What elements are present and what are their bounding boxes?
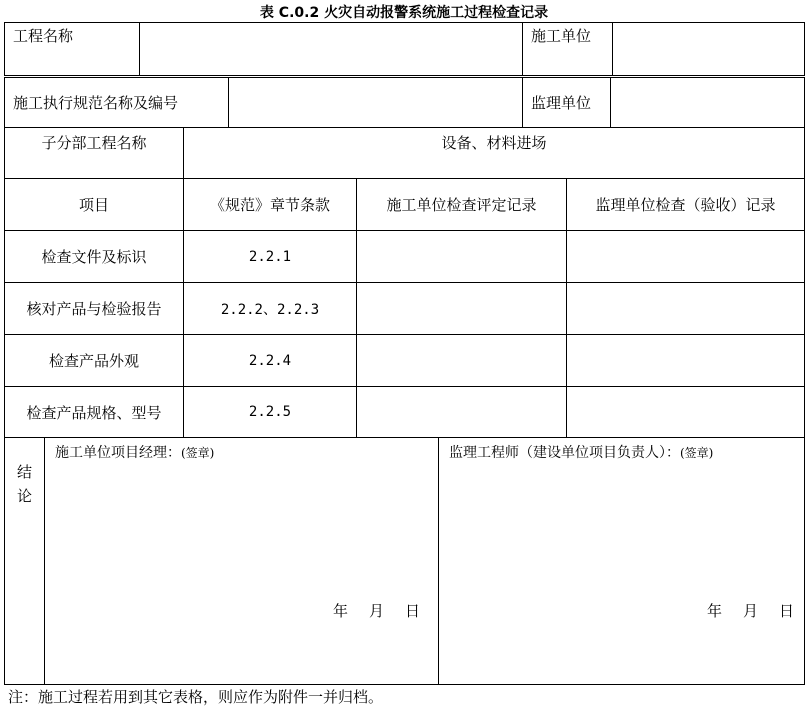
table-row-clause: 2.2.1 (183, 230, 357, 283)
supervision-signature-area[interactable] (438, 437, 805, 685)
construction-unit-field[interactable] (612, 22, 805, 76)
table-row-item: 检查文件及标识 (4, 230, 184, 283)
construction-signature-area[interactable] (44, 437, 439, 685)
document-title: 表 C.0.2 火灾自动报警系统施工过程检查记录 (259, 5, 549, 21)
table-row-supervision-record[interactable] (566, 230, 805, 283)
subproject-label: 子分部工程名称 (4, 127, 184, 179)
construction-date-day: 日 (405, 602, 421, 620)
table-row-construction-record[interactable] (356, 386, 567, 438)
conclusion-label (17, 460, 35, 508)
spec-label: 施工执行规范名称及编号 (4, 77, 229, 128)
supervision-stamp-label: (签章) (680, 446, 714, 460)
table-row-supervision-record[interactable] (566, 334, 805, 387)
construction-unit-label: 施工单位 (522, 22, 613, 76)
supervision-date-day: 日 (779, 602, 795, 620)
project-name-field[interactable] (139, 22, 523, 76)
subproject-value: 设备、材料进场 (183, 127, 805, 179)
col-header-construction-record: 施工单位检查评定记录 (356, 178, 567, 231)
conclusion-label-char-2: 论 (17, 487, 33, 505)
supervision-signer-line (449, 442, 713, 462)
col-header-clause: 《规范》章节条款 (183, 178, 357, 231)
table-row-construction-record[interactable] (356, 282, 567, 335)
construction-signer-label: 施工单位项目经理： (55, 445, 181, 461)
construction-date-month: 月 (369, 602, 385, 620)
conclusion-label-cell (4, 437, 45, 685)
construction-stamp-label: (签章) (181, 446, 215, 460)
construction-signer-line (55, 442, 214, 462)
table-row-item: 检查产品规格、型号 (4, 386, 184, 438)
spec-field[interactable] (228, 77, 523, 128)
table-row-construction-record[interactable] (356, 334, 567, 387)
table-row-item: 核对产品与检验报告 (4, 282, 184, 335)
table-row-item: 检查产品外观 (4, 334, 184, 387)
table-row-clause: 2.2.2、2.2.3 (183, 282, 357, 335)
supervision-date-year: 年 (707, 602, 723, 620)
table-row-supervision-record[interactable] (566, 386, 805, 438)
table-row-clause: 2.2.4 (183, 334, 357, 387)
supervision-signer-label: 监理工程师（建设单位项目负责人）： (449, 445, 680, 461)
table-row-clause: 2.2.5 (183, 386, 357, 438)
table-row-supervision-record[interactable] (566, 282, 805, 335)
col-header-item: 项目 (4, 178, 184, 231)
supervision-unit-label: 监理单位 (522, 77, 611, 128)
col-header-supervision-record: 监理单位检查（验收）记录 (566, 178, 805, 231)
supervision-unit-field[interactable] (610, 77, 805, 128)
construction-date-year: 年 (333, 602, 349, 620)
table-row-construction-record[interactable] (356, 230, 567, 283)
supervision-date-month: 月 (743, 602, 759, 620)
footnote: 注：施工过程若用到其它表格，则应作为附件一并归档。 (8, 688, 384, 706)
project-name-label: 工程名称 (4, 22, 140, 76)
conclusion-label-char-1: 结 (17, 463, 33, 481)
